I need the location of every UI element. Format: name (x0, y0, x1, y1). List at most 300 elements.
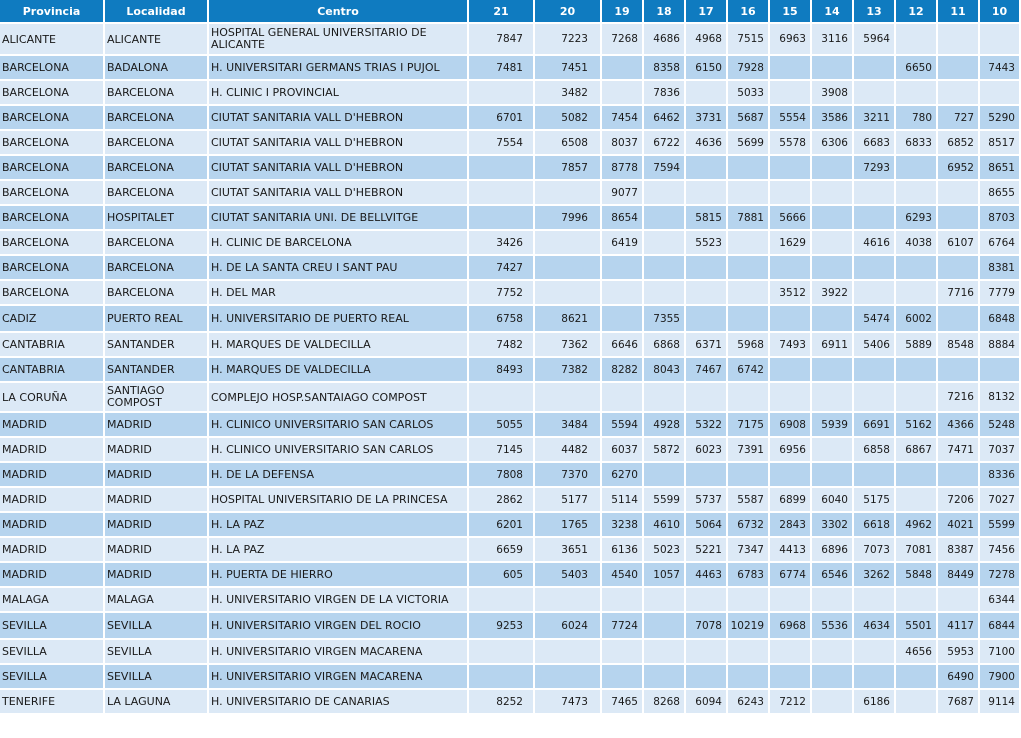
table-row (0, 665, 1019, 688)
value-cell (896, 181, 936, 204)
value-cell (728, 588, 768, 611)
value-cell: 6963 (770, 24, 810, 54)
value-cell (602, 665, 642, 688)
value-cell (896, 81, 936, 104)
value-cell (812, 383, 852, 411)
value-cell: 6344 (980, 588, 1019, 611)
value-cell: 7362 (535, 333, 600, 356)
column-header[interactable]: 17 (686, 0, 726, 22)
value-cell: 6858 (854, 438, 894, 461)
centro-cell: H. UNIVERSITARIO DE CANARIAS (209, 690, 467, 713)
centro-cell: H. UNIVERSITARI GERMANS TRIAS I PUJOL (209, 56, 467, 79)
value-cell (938, 206, 978, 229)
value-cell (602, 281, 642, 304)
value-cell: 5953 (938, 640, 978, 663)
value-cell (770, 56, 810, 79)
value-cell: 2843 (770, 513, 810, 536)
value-cell: 7928 (728, 56, 768, 79)
value-cell: 6783 (728, 563, 768, 586)
provincia-cell: BARCELONA (0, 56, 103, 79)
localidad-cell: MADRID (105, 538, 207, 561)
value-cell: 7382 (535, 358, 600, 381)
table-row (0, 81, 1019, 104)
value-cell: 8449 (938, 563, 978, 586)
value-cell (728, 665, 768, 688)
value-cell: 727 (938, 106, 978, 129)
centro-cell: H. LA PAZ (209, 538, 467, 561)
value-cell: 5474 (854, 306, 894, 331)
value-cell: 6867 (896, 438, 936, 461)
value-cell (896, 463, 936, 486)
value-cell: 6968 (770, 613, 810, 638)
value-cell (686, 306, 726, 331)
value-cell: 5403 (535, 563, 600, 586)
value-cell: 6419 (602, 231, 642, 254)
localidad-cell: BARCELONA (105, 281, 207, 304)
value-cell: 7724 (602, 613, 642, 638)
localidad-cell: MADRID (105, 413, 207, 436)
table-row (0, 206, 1019, 229)
value-cell: 7216 (938, 383, 978, 411)
value-cell: 7278 (980, 563, 1019, 586)
centro-cell: H. UNIVERSITARIO VIRGEN DEL ROCIO (209, 613, 467, 638)
value-cell: 5248 (980, 413, 1019, 436)
value-cell: 5939 (812, 413, 852, 436)
value-cell: 5964 (854, 24, 894, 54)
value-cell (896, 383, 936, 411)
value-cell (854, 56, 894, 79)
provincia-cell: MADRID (0, 538, 103, 561)
value-cell: 6868 (644, 333, 684, 356)
provincia-cell: MADRID (0, 513, 103, 536)
value-cell: 7347 (728, 538, 768, 561)
column-header[interactable]: 18 (644, 0, 684, 22)
value-cell: 4117 (938, 613, 978, 638)
value-cell: 7752 (469, 281, 533, 304)
value-cell: 6150 (686, 56, 726, 79)
value-cell (854, 463, 894, 486)
value-cell: 6742 (728, 358, 768, 381)
value-cell (812, 156, 852, 179)
value-cell: 7456 (980, 538, 1019, 561)
value-cell: 4482 (535, 438, 600, 461)
value-cell (812, 640, 852, 663)
value-cell: 6023 (686, 438, 726, 461)
value-cell (896, 488, 936, 511)
value-cell: 3262 (854, 563, 894, 586)
table-row (0, 281, 1019, 304)
value-cell: 8381 (980, 256, 1019, 279)
value-cell (469, 640, 533, 663)
value-cell: 5848 (896, 563, 936, 586)
value-cell (854, 181, 894, 204)
value-cell (854, 640, 894, 663)
centro-cell: H. DE LA SANTA CREU I SANT PAU (209, 256, 467, 279)
value-cell (535, 256, 600, 279)
value-cell: 5322 (686, 413, 726, 436)
value-cell: 9114 (980, 690, 1019, 713)
centro-cell: H. LA PAZ (209, 513, 467, 536)
value-cell (938, 463, 978, 486)
centro-cell: H. PUERTA DE HIERRO (209, 563, 467, 586)
table-row (0, 588, 1019, 611)
value-cell (535, 383, 600, 411)
value-cell: 5064 (686, 513, 726, 536)
value-cell: 3512 (770, 281, 810, 304)
table-row (0, 24, 1019, 54)
centro-cell: H. MARQUES DE VALDECILLA (209, 333, 467, 356)
value-cell (896, 690, 936, 713)
column-header[interactable]: Centro (209, 0, 467, 22)
value-cell: 6764 (980, 231, 1019, 254)
value-cell (812, 181, 852, 204)
value-cell: 7206 (938, 488, 978, 511)
value-cell (644, 281, 684, 304)
value-cell: 3238 (602, 513, 642, 536)
value-cell: 7847 (469, 24, 533, 54)
value-cell: 6732 (728, 513, 768, 536)
value-cell (938, 588, 978, 611)
value-cell (469, 181, 533, 204)
value-cell: 6490 (938, 665, 978, 688)
value-cell: 3484 (535, 413, 600, 436)
value-cell: 6683 (854, 131, 894, 154)
value-cell: 7427 (469, 256, 533, 279)
value-cell: 1765 (535, 513, 600, 536)
provincia-cell: BARCELONA (0, 256, 103, 279)
value-cell (469, 383, 533, 411)
value-cell: 7223 (535, 24, 600, 54)
table-row (0, 383, 1019, 411)
localidad-cell: MADRID (105, 463, 207, 486)
provincia-cell: CADIZ (0, 306, 103, 331)
value-cell: 6270 (602, 463, 642, 486)
localidad-cell: BARCELONA (105, 106, 207, 129)
value-cell (812, 56, 852, 79)
provincia-cell: BARCELONA (0, 231, 103, 254)
value-cell (728, 463, 768, 486)
table-row (0, 231, 1019, 254)
value-cell: 6107 (938, 231, 978, 254)
value-cell: 8884 (980, 333, 1019, 356)
centro-cell: CIUTAT SANITARIA VALL D'HEBRON (209, 156, 467, 179)
value-cell: 6646 (602, 333, 642, 356)
value-cell (469, 81, 533, 104)
value-cell: 7443 (980, 56, 1019, 79)
value-cell: 6371 (686, 333, 726, 356)
localidad-cell: BARCELONA (105, 231, 207, 254)
value-cell: 4021 (938, 513, 978, 536)
value-cell (938, 81, 978, 104)
provincia-cell: BARCELONA (0, 156, 103, 179)
value-cell: 3731 (686, 106, 726, 129)
value-cell: 4636 (686, 131, 726, 154)
value-cell: 3922 (812, 281, 852, 304)
value-cell: 5587 (728, 488, 768, 511)
value-cell: 7881 (728, 206, 768, 229)
value-cell (770, 463, 810, 486)
centro-cell: H. CLINICO UNIVERSITARIO SAN CARLOS (209, 438, 467, 461)
value-cell: 6306 (812, 131, 852, 154)
value-cell: 6758 (469, 306, 533, 331)
localidad-cell: BARCELONA (105, 181, 207, 204)
provincia-cell: BARCELONA (0, 106, 103, 129)
value-cell: 5055 (469, 413, 533, 436)
value-cell (535, 665, 600, 688)
provincia-cell: MADRID (0, 563, 103, 586)
value-cell: 7355 (644, 306, 684, 331)
localidad-cell: BARCELONA (105, 131, 207, 154)
column-header[interactable]: 16 (728, 0, 768, 22)
value-cell (602, 588, 642, 611)
value-cell: 6833 (896, 131, 936, 154)
value-cell: 6952 (938, 156, 978, 179)
table-row (0, 333, 1019, 356)
centro-cell: H. UNIVERSITARIO VIRGEN MACARENA (209, 665, 467, 688)
value-cell (644, 181, 684, 204)
value-cell (728, 281, 768, 304)
provincia-cell: SEVILLA (0, 613, 103, 638)
value-cell (812, 206, 852, 229)
value-cell: 8132 (980, 383, 1019, 411)
centro-cell: COMPLEJO HOSP.SANTAIAGO COMPOST (209, 383, 467, 411)
value-cell (896, 281, 936, 304)
value-cell: 4928 (644, 413, 684, 436)
value-cell: 7027 (980, 488, 1019, 511)
value-cell (686, 181, 726, 204)
localidad-cell: SEVILLA (105, 640, 207, 663)
table-row (0, 690, 1019, 713)
centro-cell: HOSPITAL UNIVERSITARIO DE LA PRINCESA (209, 488, 467, 511)
value-cell (728, 640, 768, 663)
value-cell: 5815 (686, 206, 726, 229)
column-header[interactable]: Localidad (105, 0, 207, 22)
value-cell: 3302 (812, 513, 852, 536)
value-cell (686, 81, 726, 104)
value-cell: 6908 (770, 413, 810, 436)
column-header[interactable]: Provincia (0, 0, 103, 22)
value-cell (686, 665, 726, 688)
value-cell: 5114 (602, 488, 642, 511)
value-cell: 7145 (469, 438, 533, 461)
value-cell (644, 256, 684, 279)
value-cell (812, 231, 852, 254)
provincia-cell: ALICANTE (0, 24, 103, 54)
value-cell: 7073 (854, 538, 894, 561)
provincia-cell: MADRID (0, 463, 103, 486)
localidad-cell: ALICANTE (105, 24, 207, 54)
provincia-cell: MADRID (0, 438, 103, 461)
column-header[interactable]: 14 (812, 0, 852, 22)
value-cell (854, 383, 894, 411)
value-cell: 7037 (980, 438, 1019, 461)
value-cell: 7996 (535, 206, 600, 229)
value-cell (938, 24, 978, 54)
value-cell (938, 358, 978, 381)
value-cell (938, 256, 978, 279)
value-cell: 6659 (469, 538, 533, 561)
value-cell (686, 463, 726, 486)
value-cell: 7900 (980, 665, 1019, 688)
value-cell: 6040 (812, 488, 852, 511)
table-row (0, 513, 1019, 536)
value-cell (770, 81, 810, 104)
column-header[interactable]: 11 (938, 0, 978, 22)
value-cell: 5889 (896, 333, 936, 356)
value-cell: 8651 (980, 156, 1019, 179)
value-cell: 4463 (686, 563, 726, 586)
table-row (0, 256, 1019, 279)
value-cell (980, 358, 1019, 381)
value-cell (644, 588, 684, 611)
value-cell: 5594 (602, 413, 642, 436)
value-cell (686, 383, 726, 411)
centro-cell: CIUTAT SANITARIA VALL D'HEBRON (209, 131, 467, 154)
value-cell: 8282 (602, 358, 642, 381)
value-cell: 9253 (469, 613, 533, 638)
value-cell: 7451 (535, 56, 600, 79)
value-cell (896, 588, 936, 611)
localidad-cell: MALAGA (105, 588, 207, 611)
table-row (0, 463, 1019, 486)
value-cell: 4038 (896, 231, 936, 254)
value-cell (938, 56, 978, 79)
value-cell (644, 231, 684, 254)
value-cell (938, 181, 978, 204)
table-row (0, 106, 1019, 129)
localidad-cell: MADRID (105, 513, 207, 536)
value-cell (938, 306, 978, 331)
value-cell: 7078 (686, 613, 726, 638)
value-cell (812, 690, 852, 713)
value-cell: 6650 (896, 56, 936, 79)
value-cell: 5968 (728, 333, 768, 356)
value-cell: 6618 (854, 513, 894, 536)
value-cell: 7687 (938, 690, 978, 713)
value-cell: 5162 (896, 413, 936, 436)
value-cell: 9077 (602, 181, 642, 204)
value-cell: 3116 (812, 24, 852, 54)
value-cell: 3586 (812, 106, 852, 129)
value-cell (728, 181, 768, 204)
value-cell (728, 383, 768, 411)
column-header[interactable]: 15 (770, 0, 810, 22)
value-cell: 6701 (469, 106, 533, 129)
provincia-cell: MADRID (0, 413, 103, 436)
value-cell: 7857 (535, 156, 600, 179)
localidad-cell: MADRID (105, 438, 207, 461)
value-cell: 6899 (770, 488, 810, 511)
header-row (0, 0, 1019, 22)
column-header[interactable]: 12 (896, 0, 936, 22)
value-cell: 8252 (469, 690, 533, 713)
value-cell: 5175 (854, 488, 894, 511)
value-cell: 5082 (535, 106, 600, 129)
value-cell: 5554 (770, 106, 810, 129)
value-cell: 7465 (602, 690, 642, 713)
value-cell: 6844 (980, 613, 1019, 638)
column-header[interactable]: 10 (980, 0, 1019, 22)
localidad-cell: BARCELONA (105, 256, 207, 279)
value-cell: 7836 (644, 81, 684, 104)
centro-cell: H. DEL MAR (209, 281, 467, 304)
value-cell: 6024 (535, 613, 600, 638)
value-cell: 780 (896, 106, 936, 129)
centro-cell: HOSPITAL GENERAL UNIVERSITARIO DE ALICANTE (209, 24, 467, 54)
value-cell (896, 256, 936, 279)
localidad-cell: BARCELONA (105, 156, 207, 179)
value-cell (854, 588, 894, 611)
provincia-cell: LA CORUÑA (0, 383, 103, 411)
table-row (0, 413, 1019, 436)
value-cell (686, 156, 726, 179)
value-cell: 5666 (770, 206, 810, 229)
value-cell: 7808 (469, 463, 533, 486)
value-cell (644, 463, 684, 486)
value-cell (469, 588, 533, 611)
localidad-cell: PUERTO REAL (105, 306, 207, 331)
value-cell: 6037 (602, 438, 642, 461)
centro-cell: CIUTAT SANITARIA VALL D'HEBRON (209, 106, 467, 129)
value-cell: 7779 (980, 281, 1019, 304)
value-cell: 7481 (469, 56, 533, 79)
value-cell (770, 588, 810, 611)
localidad-cell: MADRID (105, 563, 207, 586)
value-cell (812, 358, 852, 381)
value-cell (602, 56, 642, 79)
value-cell: 4610 (644, 513, 684, 536)
value-cell (854, 206, 894, 229)
provincia-cell: BARCELONA (0, 206, 103, 229)
value-cell: 8548 (938, 333, 978, 356)
value-cell: 6186 (854, 690, 894, 713)
value-cell (980, 81, 1019, 104)
value-cell: 8517 (980, 131, 1019, 154)
value-cell: 6848 (980, 306, 1019, 331)
value-cell: 7473 (535, 690, 600, 713)
value-cell: 5033 (728, 81, 768, 104)
column-header[interactable]: 21 (469, 0, 533, 22)
value-cell: 5872 (644, 438, 684, 461)
column-header[interactable]: 20 (535, 0, 600, 22)
value-cell: 3426 (469, 231, 533, 254)
centro-cell: CIUTAT SANITARIA UNI. DE BELLVITGE (209, 206, 467, 229)
provincia-cell: TENERIFE (0, 690, 103, 713)
value-cell (812, 588, 852, 611)
table-row (0, 306, 1019, 331)
centro-cell: H. CLINIC DE BARCELONA (209, 231, 467, 254)
localidad-cell: SANTANDER (105, 333, 207, 356)
value-cell: 4540 (602, 563, 642, 586)
value-cell: 4962 (896, 513, 936, 536)
value-cell (854, 256, 894, 279)
table-row (0, 131, 1019, 154)
value-cell: 3908 (812, 81, 852, 104)
value-cell (535, 281, 600, 304)
column-header[interactable]: 13 (854, 0, 894, 22)
provincia-cell: BARCELONA (0, 181, 103, 204)
value-cell: 8493 (469, 358, 533, 381)
value-cell (770, 306, 810, 331)
value-cell (854, 358, 894, 381)
value-cell (812, 306, 852, 331)
value-cell (770, 665, 810, 688)
value-cell: 4616 (854, 231, 894, 254)
column-header[interactable]: 19 (602, 0, 642, 22)
value-cell (896, 358, 936, 381)
value-cell (728, 256, 768, 279)
value-cell: 6852 (938, 131, 978, 154)
